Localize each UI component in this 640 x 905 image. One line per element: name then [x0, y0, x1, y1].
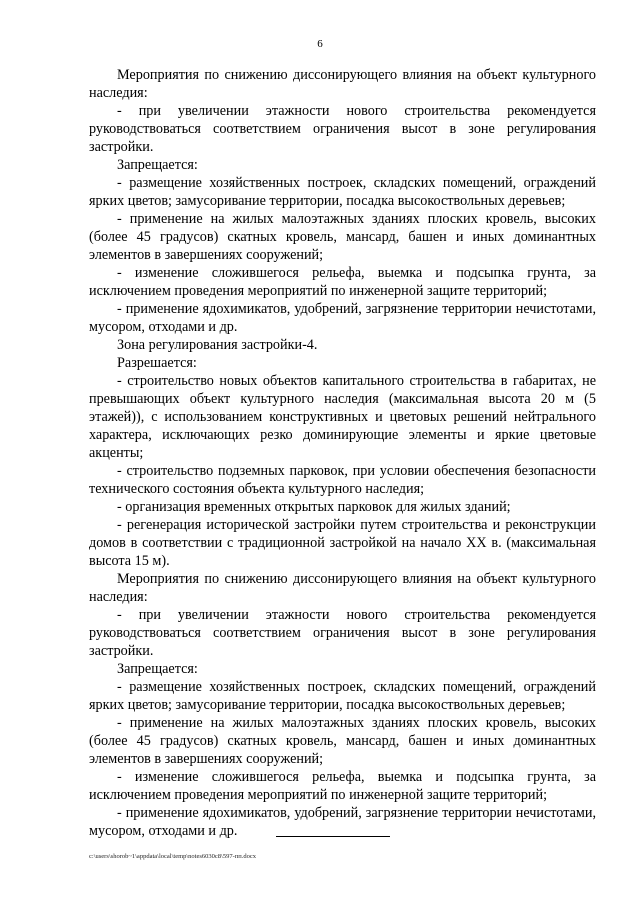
footer-divider [276, 836, 390, 837]
paragraph: Зона регулирования застройки-4. [117, 337, 318, 353]
paragraph: Мероприятия по снижению диссонирующего влияния на объект культурного наследия: [89, 67, 596, 101]
paragraph: - размещение хозяйственных построек, складских помещений, ограждений ярких цветов; замусоривание территории, посадка высокоствольных деревьев; [89, 175, 596, 209]
paragraph: - размещение хозяйственных построек, складских помещений, ограждений ярких цветов; замусоривание территории, посадка высокоствольных деревьев; [89, 679, 596, 713]
paragraph: Запрещается: [117, 157, 198, 173]
paragraph: - изменение сложившегося рельефа, выемка и подсыпка грунта, за исключением проведения мероприятий по инженерной защите территорий; [89, 265, 596, 299]
paragraph: - организация временных открытых парковок для жилых зданий; [117, 499, 511, 515]
paragraph: - изменение сложившегося рельефа, выемка и подсыпка грунта, за исключением проведения мероприятий по инженерной защите территорий; [89, 769, 596, 803]
document-body [89, 66, 596, 840]
paragraph: - строительство подземных парковок, при условии обеспечения безопасности технического состояния объекта культурного наследия; [89, 463, 596, 497]
paragraph: Разрешается: [117, 355, 197, 371]
paragraph: Мероприятия по снижению диссонирующего влияния на объект культурного наследия: [89, 571, 596, 605]
paragraph: - регенерация исторической застройки путем строительства и реконструкции домов в соответствии с традиционной застройкой на начало XX в. (максимальная высота 15 м). [89, 517, 596, 569]
paragraph: - применение ядохимикатов, удобрений, загрязнение территории нечистотами, мусором, отходами и др. [89, 805, 596, 839]
page-number: 6 [317, 38, 323, 50]
paragraph: - при увеличении этажности нового строительства рекомендуется руководствоваться соответствием ограничения высот в зоне регулирования застройки. [89, 103, 596, 155]
paragraph: - применение на жилых малоэтажных зданиях плоских кровель, высоких (более 45 градусов) скатных кровель, мансард, башен и иных доминантных элементов в завершениях сооружений; [89, 211, 596, 263]
paragraph: - строительство новых объектов капитального строительства в габаритах, не превышающих объект культурного наследия (максимальная высота 20 м (5 этажей)), с использованием конструктивных и цветовых решений нейтрального характера, исключающих резко доминирующие элементы и яркие цветовые акценты; [89, 373, 596, 461]
paragraph: - при увеличении этажности нового строительства рекомендуется руководствоваться соответствием ограничения высот в зоне регулирования застройки. [89, 607, 596, 659]
paragraph: - применение ядохимикатов, удобрений, загрязнение территории нечистотами, мусором, отходами и др. [89, 301, 596, 335]
paragraph: - применение на жилых малоэтажных зданиях плоских кровель, высоких (более 45 градусов) скатных кровель, мансард, башен и иных доминантных элементов в завершениях сооружений; [89, 715, 596, 767]
paragraph: Запрещается: [117, 661, 198, 677]
footer-file-path: c:\users\shorob~1\appdata\local\temp\notes6030c8\597-пп.docx [89, 853, 256, 860]
